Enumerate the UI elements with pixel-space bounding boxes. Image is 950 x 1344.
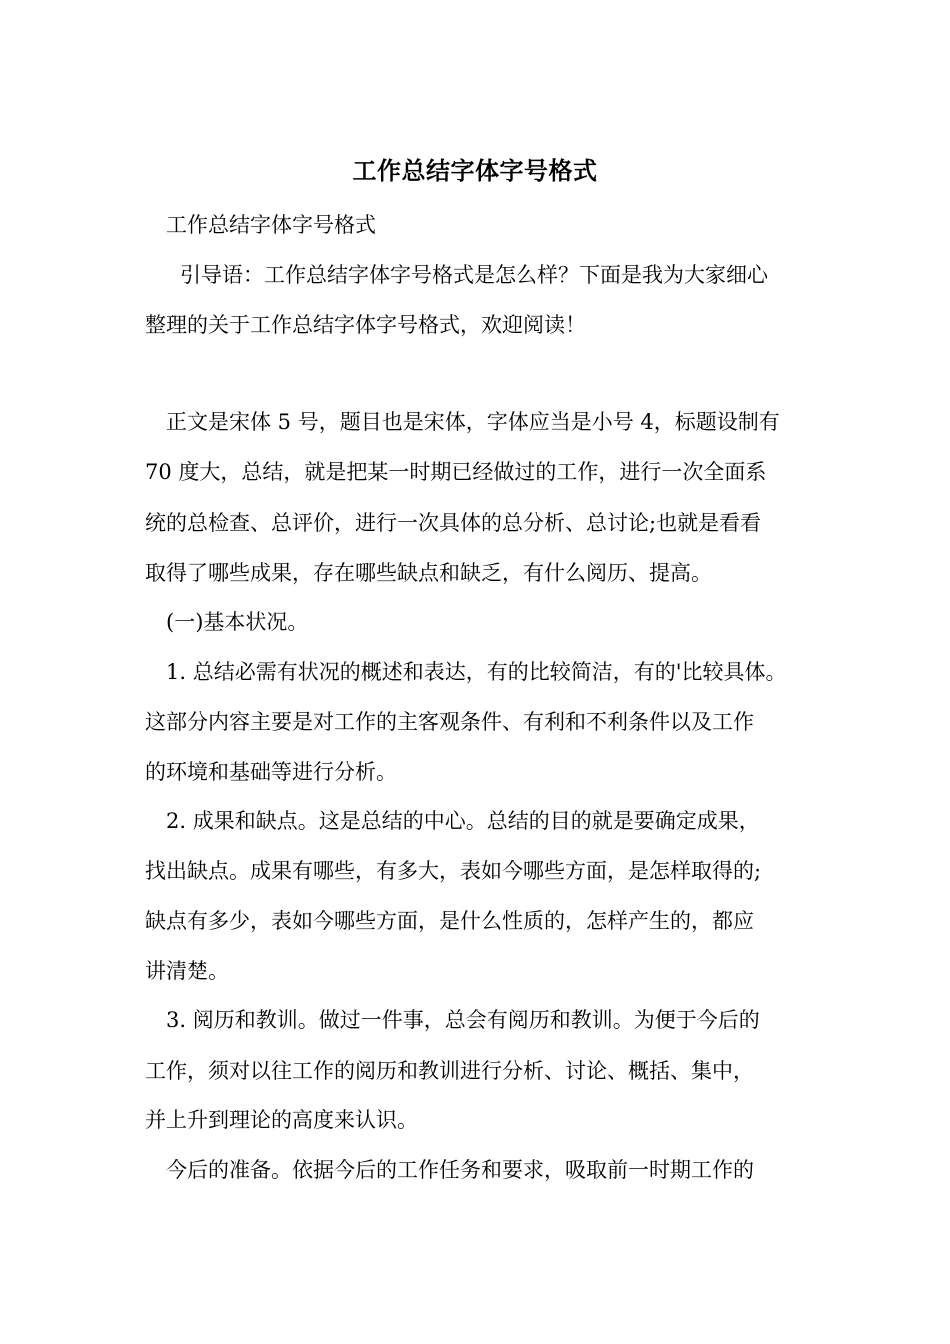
body-line: 今后的准备。依据今后的工作任务和要求，吸取前一时期工作的 <box>166 1158 754 1182</box>
body-line: 70 度大，总结，就是把某一时期已经做过的工作，进行一次全面系 <box>145 460 767 484</box>
body-line: 工作，须对以往工作的阅历和教训进行分析、讨论、概括、集中， <box>145 1059 754 1083</box>
body-line: 这部分内容主要是对工作的主客观条件、有利和不利条件以及工作 <box>145 710 754 734</box>
intro-line-1: 引导语：工作总结字体字号格式是怎么样？下面是我为大家细心 <box>180 263 768 287</box>
body-line: 取得了哪些成果，存在哪些缺点和缺乏，有什么阅历、提高。 <box>145 561 712 585</box>
subtitle-line: 工作总结字体字号格式 <box>166 213 376 237</box>
document-title: 工作总结字体字号格式 <box>352 156 598 185</box>
body-line: 找出缺点。成果有哪些，有多大，表如今哪些方面，是怎样取得的; <box>145 859 762 883</box>
section-heading: (一)基本状况。 <box>166 610 309 634</box>
body-line: 的环境和基础等进行分析。 <box>145 760 397 784</box>
body-line: 2. 成果和缺点。这是总结的中心。总结的目的就是要确定成果， <box>166 809 760 833</box>
intro-line-2: 整理的关于工作总结字体字号格式，欢迎阅读！ <box>145 313 586 337</box>
body-line: 正文是宋体 5 号，题目也是宋体，字体应当是小号 4，标题设制有 <box>166 410 780 434</box>
body-line: 1. 总结必需有状况的概述和表达，有的比较简洁，有的'比较具体。 <box>166 660 787 684</box>
body-line: 3. 阅历和教训。做过一件事，总会有阅历和教训。为便于今后的 <box>166 1008 760 1032</box>
body-line: 缺点有多少，表如今哪些方面，是什么性质的，怎样产生的，都应 <box>145 909 754 933</box>
body-line: 统的总检查、总评价，进行一次具体的总分析、总讨论;也就是看看 <box>145 511 762 535</box>
body-line: 并上升到理论的高度来认识。 <box>145 1108 418 1132</box>
body-line: 讲清楚。 <box>145 959 229 983</box>
